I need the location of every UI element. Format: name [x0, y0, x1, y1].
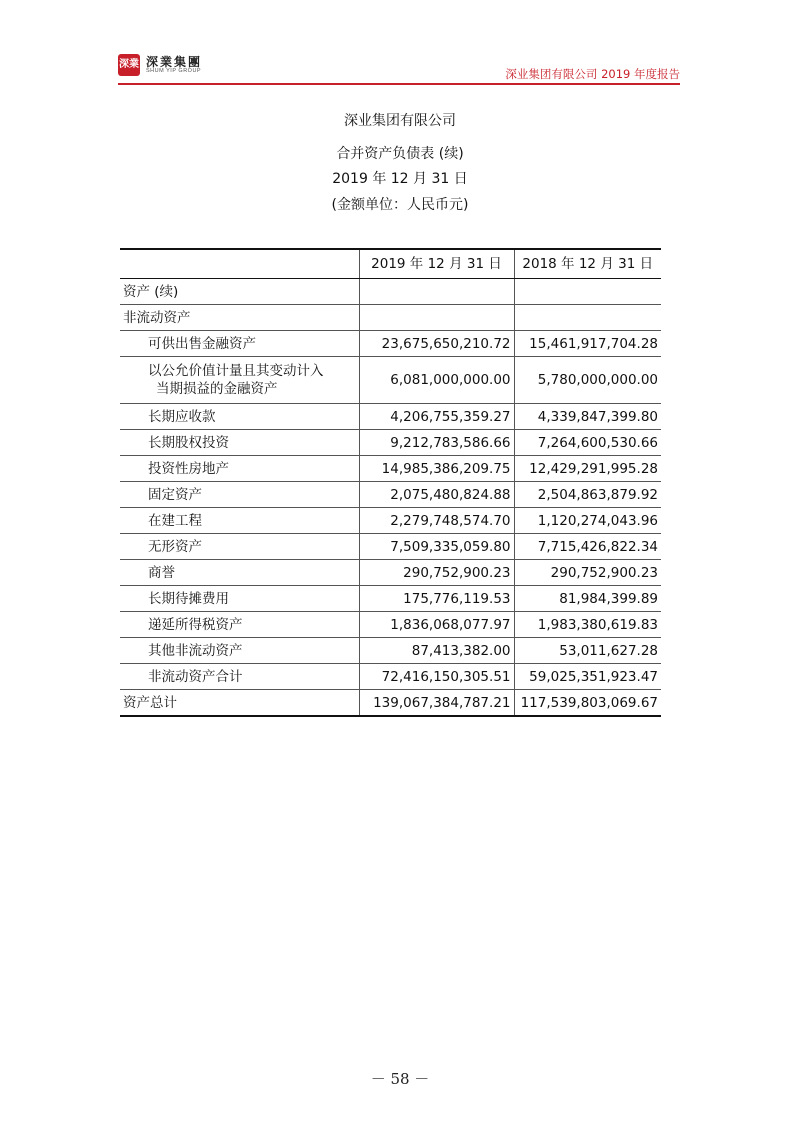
value-2019: 2,279,748,574.70 [359, 508, 514, 534]
value-2018: 5,780,000,000.00 [514, 357, 661, 404]
logo-chinese-text: 深業集團 [146, 55, 203, 69]
table-row [120, 404, 661, 430]
value-2018: 2,504,863,879.92 [514, 482, 661, 508]
table-row [120, 586, 661, 612]
value-2018: 15,461,917,704.28 [514, 331, 661, 357]
value-2018: 7,264,600,530.66 [514, 430, 661, 456]
value-2019: 72,416,150,305.51 [359, 664, 514, 690]
row-label: 递延所得税资产 [120, 612, 359, 638]
row-label: 无形资产 [120, 534, 359, 560]
label-column-header [120, 249, 359, 279]
value-2018: 1,983,380,619.83 [514, 612, 661, 638]
table-row [120, 430, 661, 456]
row-label-line-2: 当期损益的金融资产 [156, 381, 278, 397]
value-2018: 12,429,291,995.28 [514, 456, 661, 482]
table-row-total [120, 690, 661, 717]
value-2018: 7,715,426,822.34 [514, 534, 661, 560]
column-header-2018: 2018 年 12 月 31 日 [514, 249, 661, 279]
row-label-line-1: 以公允价值计量且其变动计入 [148, 363, 324, 379]
table-row [120, 357, 661, 404]
row-label: 非流动资产合计 [120, 664, 359, 690]
table-header-row [120, 249, 661, 279]
value-2019: 14,985,386,209.75 [359, 456, 514, 482]
table-row [120, 612, 661, 638]
value-2019: 6,081,000,000.00 [359, 357, 514, 404]
row-label: 资产总计 [120, 690, 359, 717]
value-2019: 4,206,755,359.27 [359, 404, 514, 430]
value-2018: 290,752,900.23 [514, 560, 661, 586]
value-2018: 117,539,803,069.67 [514, 690, 661, 717]
header-divider [118, 83, 680, 85]
value-2018 [514, 279, 661, 305]
value-2019 [359, 279, 514, 305]
value-2019: 175,776,119.53 [359, 586, 514, 612]
row-label: 固定资产 [120, 482, 359, 508]
statement-date: 2019 年 12 月 31 日 [332, 171, 468, 187]
row-label: 在建工程 [120, 508, 359, 534]
value-2019: 1,836,068,077.97 [359, 612, 514, 638]
statement-title: 合并资产负债表 (续) [336, 146, 464, 162]
table-row [120, 331, 661, 357]
table-row [120, 664, 661, 690]
row-label: 长期待摊费用 [120, 586, 359, 612]
row-label: 可供出售金融资产 [120, 331, 359, 357]
value-2018 [514, 305, 661, 331]
row-label [120, 357, 359, 404]
table-row [120, 279, 661, 305]
table-row [120, 560, 661, 586]
shum-yip-logo-icon: 深業 [118, 54, 140, 76]
value-2019: 9,212,783,586.66 [359, 430, 514, 456]
value-2018: 1,120,274,043.96 [514, 508, 661, 534]
value-2019: 7,509,335,059.80 [359, 534, 514, 560]
logo-english-text: SHUM YIP GROUP [146, 68, 202, 74]
value-2019: 139,067,384,787.21 [359, 690, 514, 717]
value-2019: 2,075,480,824.88 [359, 482, 514, 508]
column-header-2019: 2019 年 12 月 31 日 [359, 249, 514, 279]
value-2019: 290,752,900.23 [359, 560, 514, 586]
value-2018: 53,011,627.28 [514, 638, 661, 664]
row-label: 商誉 [120, 560, 359, 586]
row-label: 资产 (续) [120, 279, 359, 305]
row-label: 投资性房地产 [120, 456, 359, 482]
row-label: 其他非流动资产 [120, 638, 359, 664]
row-label: 非流动资产 [120, 305, 359, 331]
table-row [120, 482, 661, 508]
value-2018: 59,025,351,923.47 [514, 664, 661, 690]
table-row [120, 508, 661, 534]
row-label: 长期股权投资 [120, 430, 359, 456]
currency-unit: (金额单位：人民币元) [331, 197, 469, 213]
balance-sheet-table [120, 248, 661, 717]
value-2019: 23,675,650,210.72 [359, 331, 514, 357]
value-2018: 4,339,847,399.80 [514, 404, 661, 430]
value-2018: 81,984,399.89 [514, 586, 661, 612]
table-row [120, 638, 661, 664]
page-number: － 58 － [370, 1070, 430, 1088]
table-row [120, 534, 661, 560]
page-header [118, 52, 680, 86]
table-row [120, 305, 661, 331]
value-2019: 87,413,382.00 [359, 638, 514, 664]
value-2019 [359, 305, 514, 331]
row-label: 长期应收款 [120, 404, 359, 430]
report-title: 深业集团有限公司 2019 年度报告 [505, 67, 680, 81]
table-row [120, 456, 661, 482]
company-name: 深业集团有限公司 [344, 113, 456, 129]
